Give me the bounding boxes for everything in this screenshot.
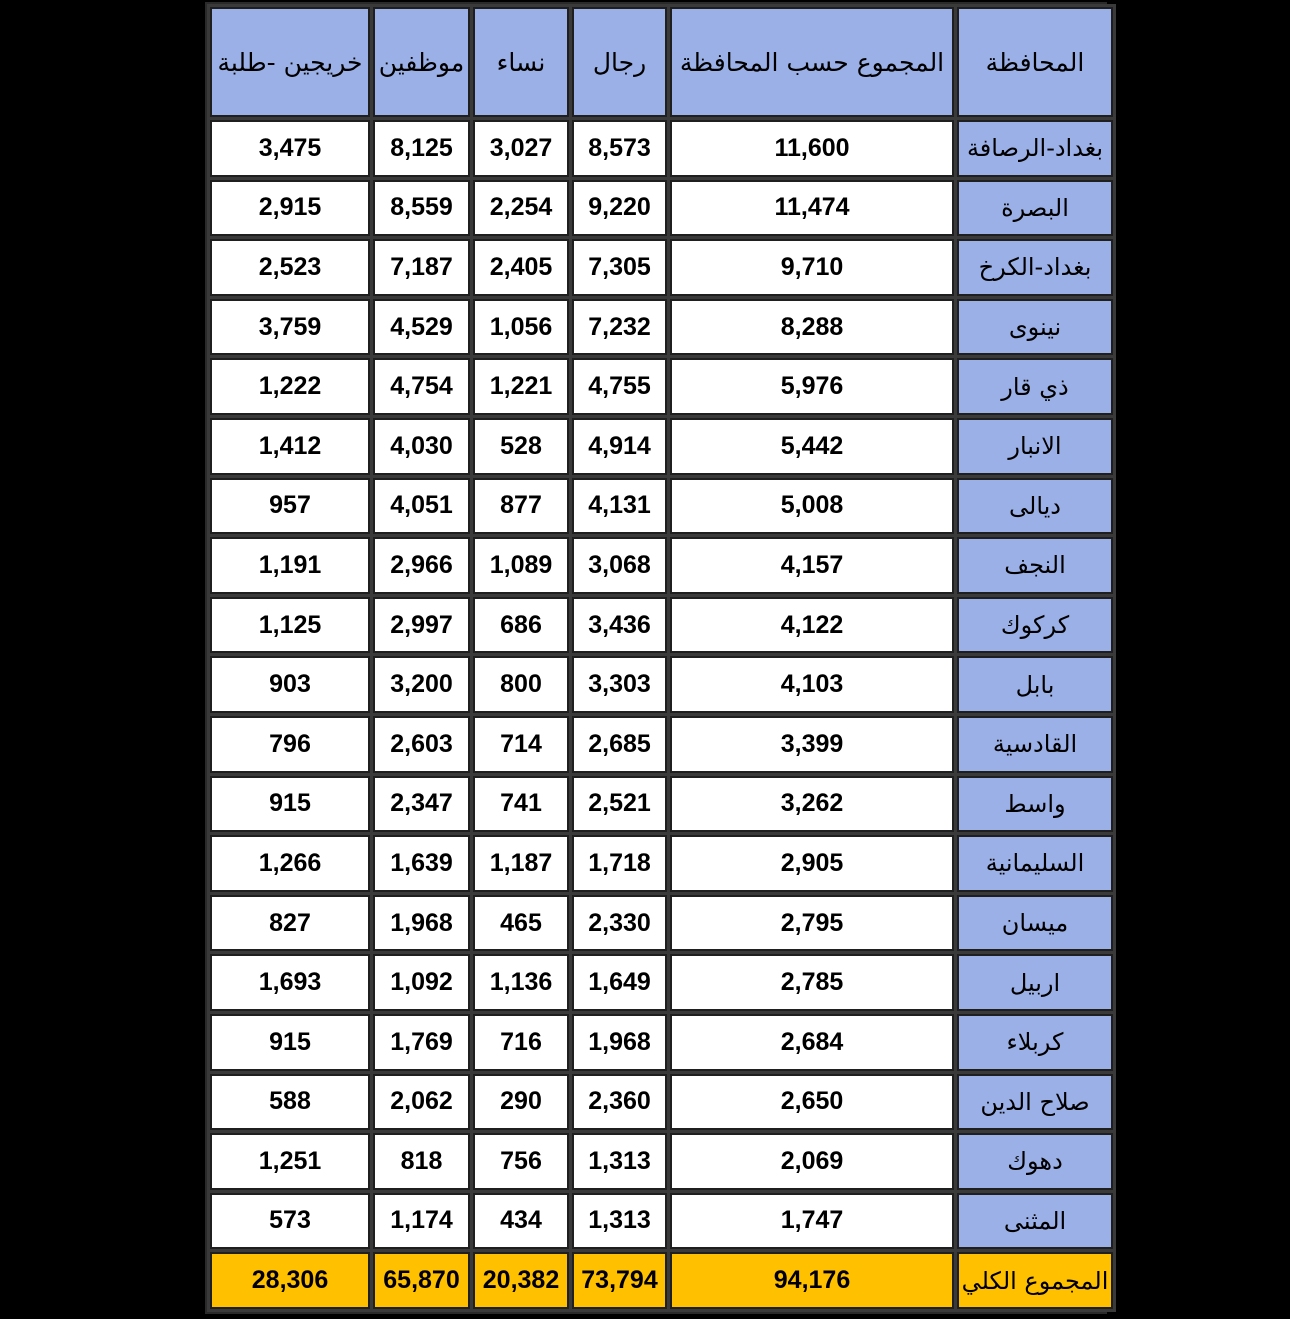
graduates-cell: 588	[210, 1074, 370, 1131]
men-cell: 1,313	[572, 1193, 667, 1250]
table-row	[210, 180, 1113, 237]
table-row	[210, 478, 1113, 535]
employees-cell: 1,174	[373, 1193, 470, 1250]
table-row	[210, 120, 1113, 177]
total-cell: 11,474	[670, 180, 954, 237]
table-row	[210, 895, 1113, 952]
header-governorate: المحافظة	[957, 7, 1113, 117]
graduates-cell: 1,266	[210, 835, 370, 892]
total-cell: 11,600	[670, 120, 954, 177]
table-row	[210, 239, 1113, 296]
governorate-cell: القادسية	[957, 716, 1113, 773]
graduates-cell: 796	[210, 716, 370, 773]
table-row	[210, 299, 1113, 356]
total-cell: 5,008	[670, 478, 954, 535]
table-row	[210, 1074, 1113, 1131]
total-cell: 2,650	[670, 1074, 954, 1131]
total-governorate-cell: المجموع الكلي	[957, 1252, 1113, 1309]
graduates-cell: 915	[210, 776, 370, 833]
women-cell: 1,221	[473, 358, 569, 415]
governorate-table	[207, 4, 1116, 1312]
men-cell: 1,718	[572, 835, 667, 892]
governorate-cell: بغداد-الرصافة	[957, 120, 1113, 177]
total-cell: 2,684	[670, 1014, 954, 1071]
employees-cell: 8,559	[373, 180, 470, 237]
men-cell: 1,313	[572, 1133, 667, 1190]
total-total-cell: 94,176	[670, 1252, 954, 1309]
employees-cell: 1,968	[373, 895, 470, 952]
total-graduates-cell: 28,306	[210, 1252, 370, 1309]
employees-cell: 4,030	[373, 418, 470, 475]
graduates-cell: 1,125	[210, 597, 370, 654]
women-cell: 714	[473, 716, 569, 773]
men-cell: 2,330	[572, 895, 667, 952]
governorate-cell: السليمانية	[957, 835, 1113, 892]
header-employees: موظفين	[373, 7, 470, 117]
header-total: المجموع حسب المحافظة	[670, 7, 954, 117]
table-row	[210, 656, 1113, 713]
women-cell: 877	[473, 478, 569, 535]
governorate-cell: واسط	[957, 776, 1113, 833]
women-cell: 1,187	[473, 835, 569, 892]
governorate-cell: اربيل	[957, 954, 1113, 1011]
employees-cell: 2,347	[373, 776, 470, 833]
total-cell: 5,976	[670, 358, 954, 415]
governorate-cell: نينوى	[957, 299, 1113, 356]
graduates-cell: 1,693	[210, 954, 370, 1011]
women-cell: 741	[473, 776, 569, 833]
employees-cell: 818	[373, 1133, 470, 1190]
governorate-cell: بابل	[957, 656, 1113, 713]
table-row	[210, 954, 1113, 1011]
governorate-cell: دهوك	[957, 1133, 1113, 1190]
header-graduates-students: خريجين -طلبة	[210, 7, 370, 117]
women-cell: 756	[473, 1133, 569, 1190]
total-cell: 9,710	[670, 239, 954, 296]
graduates-cell: 1,251	[210, 1133, 370, 1190]
table-row	[210, 1193, 1113, 1250]
men-cell: 2,521	[572, 776, 667, 833]
women-cell: 1,056	[473, 299, 569, 356]
graduates-cell: 903	[210, 656, 370, 713]
employees-cell: 2,966	[373, 537, 470, 594]
men-cell: 7,232	[572, 299, 667, 356]
total-cell: 3,262	[670, 776, 954, 833]
governorate-cell: الانبار	[957, 418, 1113, 475]
women-cell: 2,405	[473, 239, 569, 296]
governorate-cell: ميسان	[957, 895, 1113, 952]
total-cell: 2,069	[670, 1133, 954, 1190]
men-cell: 4,755	[572, 358, 667, 415]
employees-cell: 1,639	[373, 835, 470, 892]
women-cell: 434	[473, 1193, 569, 1250]
graduates-cell: 957	[210, 478, 370, 535]
men-cell: 4,131	[572, 478, 667, 535]
employees-cell: 2,062	[373, 1074, 470, 1131]
graduates-cell: 3,475	[210, 120, 370, 177]
men-cell: 4,914	[572, 418, 667, 475]
table-frame	[205, 2, 1107, 1314]
women-cell: 290	[473, 1074, 569, 1131]
graduates-cell: 573	[210, 1193, 370, 1250]
total-cell: 4,157	[670, 537, 954, 594]
table-row	[210, 358, 1113, 415]
table-body	[210, 120, 1113, 1309]
total-cell: 2,785	[670, 954, 954, 1011]
header-men: رجال	[572, 7, 667, 117]
women-cell: 3,027	[473, 120, 569, 177]
governorate-cell: المثنى	[957, 1193, 1113, 1250]
men-cell: 2,360	[572, 1074, 667, 1131]
employees-cell: 4,529	[373, 299, 470, 356]
graduates-cell: 2,915	[210, 180, 370, 237]
table-row	[210, 1133, 1113, 1190]
men-cell: 3,436	[572, 597, 667, 654]
total-cell: 1,747	[670, 1193, 954, 1250]
graduates-cell: 827	[210, 895, 370, 952]
employees-cell: 1,769	[373, 1014, 470, 1071]
men-cell: 7,305	[572, 239, 667, 296]
governorate-cell: ذي قار	[957, 358, 1113, 415]
table-row	[210, 597, 1113, 654]
men-cell: 8,573	[572, 120, 667, 177]
governorate-cell: كربلاء	[957, 1014, 1113, 1071]
men-cell: 2,685	[572, 716, 667, 773]
employees-cell: 3,200	[373, 656, 470, 713]
employees-cell: 1,092	[373, 954, 470, 1011]
graduates-cell: 3,759	[210, 299, 370, 356]
total-cell: 5,442	[670, 418, 954, 475]
table-row	[210, 418, 1113, 475]
total-cell: 2,905	[670, 835, 954, 892]
employees-cell: 4,754	[373, 358, 470, 415]
women-cell: 1,089	[473, 537, 569, 594]
table-row	[210, 1014, 1113, 1071]
governorate-cell: ديالى	[957, 478, 1113, 535]
employees-cell: 7,187	[373, 239, 470, 296]
employees-cell: 2,997	[373, 597, 470, 654]
governorate-cell: صلاح الدين	[957, 1074, 1113, 1131]
governorate-cell: بغداد-الكرخ	[957, 239, 1113, 296]
women-cell: 1,136	[473, 954, 569, 1011]
table-row	[210, 835, 1113, 892]
women-cell: 800	[473, 656, 569, 713]
women-cell: 686	[473, 597, 569, 654]
header-women: نساء	[473, 7, 569, 117]
graduates-cell: 1,191	[210, 537, 370, 594]
governorate-cell: البصرة	[957, 180, 1113, 237]
women-cell: 465	[473, 895, 569, 952]
men-cell: 1,968	[572, 1014, 667, 1071]
table-row	[210, 716, 1113, 773]
total-cell: 2,795	[670, 895, 954, 952]
graduates-cell: 1,222	[210, 358, 370, 415]
women-cell: 716	[473, 1014, 569, 1071]
table-row	[210, 537, 1113, 594]
graduates-cell: 915	[210, 1014, 370, 1071]
total-employees-cell: 65,870	[373, 1252, 470, 1309]
total-row	[210, 1252, 1113, 1309]
total-men-cell: 73,794	[572, 1252, 667, 1309]
women-cell: 528	[473, 418, 569, 475]
graduates-cell: 2,523	[210, 239, 370, 296]
header-row	[210, 7, 1113, 117]
men-cell: 9,220	[572, 180, 667, 237]
total-cell: 4,122	[670, 597, 954, 654]
graduates-cell: 1,412	[210, 418, 370, 475]
employees-cell: 8,125	[373, 120, 470, 177]
total-cell: 4,103	[670, 656, 954, 713]
men-cell: 3,303	[572, 656, 667, 713]
men-cell: 1,649	[572, 954, 667, 1011]
employees-cell: 2,603	[373, 716, 470, 773]
total-cell: 8,288	[670, 299, 954, 356]
men-cell: 3,068	[572, 537, 667, 594]
total-women-cell: 20,382	[473, 1252, 569, 1309]
governorate-cell: النجف	[957, 537, 1113, 594]
table-row	[210, 776, 1113, 833]
governorate-cell: كركوك	[957, 597, 1113, 654]
women-cell: 2,254	[473, 180, 569, 237]
total-cell: 3,399	[670, 716, 954, 773]
employees-cell: 4,051	[373, 478, 470, 535]
